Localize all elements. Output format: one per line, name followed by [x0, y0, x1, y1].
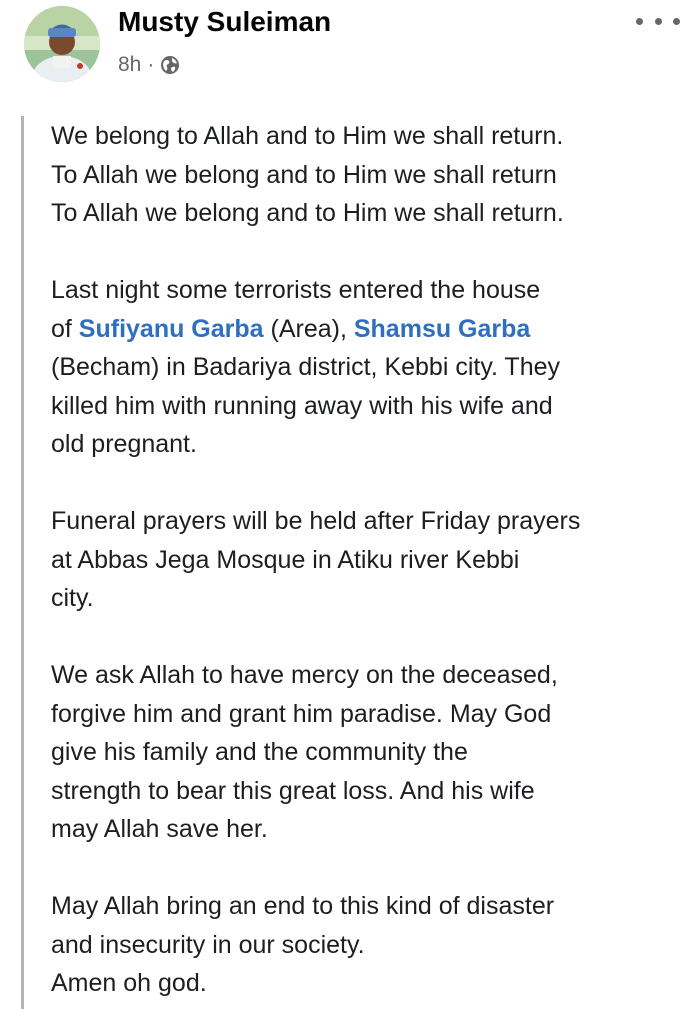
paragraph-2 [51, 271, 681, 464]
text-line: To Allah we belong and to Him we shall return [51, 160, 557, 189]
author-name[interactable]: Musty Suleiman [118, 6, 332, 37]
text-line: forgive him and grant him paradise. May God [51, 699, 552, 728]
post-time[interactable]: 8h [118, 53, 142, 76]
text-segment: (Area), [263, 314, 354, 343]
text-line: Funeral prayers will be held after Friday prayers [51, 507, 581, 535]
text-line: at Abbas Jega Mosque in Atiku river Kebbi [51, 545, 520, 574]
mention-link-sufiyanu-garba[interactable]: Sufiyanu Garba [78, 314, 264, 343]
text-line: city. [51, 584, 94, 612]
more-horizontal-icon [636, 18, 643, 25]
meta-separator: · [147, 53, 155, 76]
text-line: May Allah bring an end to this kind of disaster [51, 892, 555, 920]
post-meta [118, 51, 180, 79]
text-line: and insecurity in our society. [51, 930, 365, 959]
text-segment: of [51, 314, 79, 343]
text-line: (Becham) in Badariya district, Kebbi city. They [51, 353, 560, 381]
globe-icon [160, 55, 180, 75]
paragraph-1 [51, 117, 681, 233]
more-options-button[interactable] [636, 10, 680, 32]
quote-bar [21, 116, 24, 1009]
text-line-with-mentions [51, 310, 681, 349]
text-line: strength to bear this great loss. And his wife [51, 776, 535, 805]
avatar[interactable] [24, 6, 100, 82]
text-line: killed him with running away with his wife and [51, 391, 553, 420]
text-line: Last night some terrorists entered the house [51, 276, 541, 304]
paragraph-5 [51, 887, 681, 1003]
text-line: may Allah save her. [51, 815, 268, 843]
paragraph-4 [51, 656, 681, 849]
paragraph-3 [51, 502, 681, 618]
post-header [0, 0, 696, 100]
text-line: Amen oh god. [51, 969, 207, 997]
text-line: We belong to Allah and to Him we shall return. [51, 122, 564, 150]
post-body [51, 117, 681, 1003]
text-line: We ask Allah to have mercy on the deceased, [51, 661, 558, 689]
mention-link-shamsu-garba[interactable]: Shamsu Garba [353, 314, 531, 343]
text-line: give his family and the community the [51, 738, 468, 766]
text-line: To Allah we belong and to Him we shall return. [51, 199, 564, 227]
text-line: old pregnant. [51, 430, 197, 458]
